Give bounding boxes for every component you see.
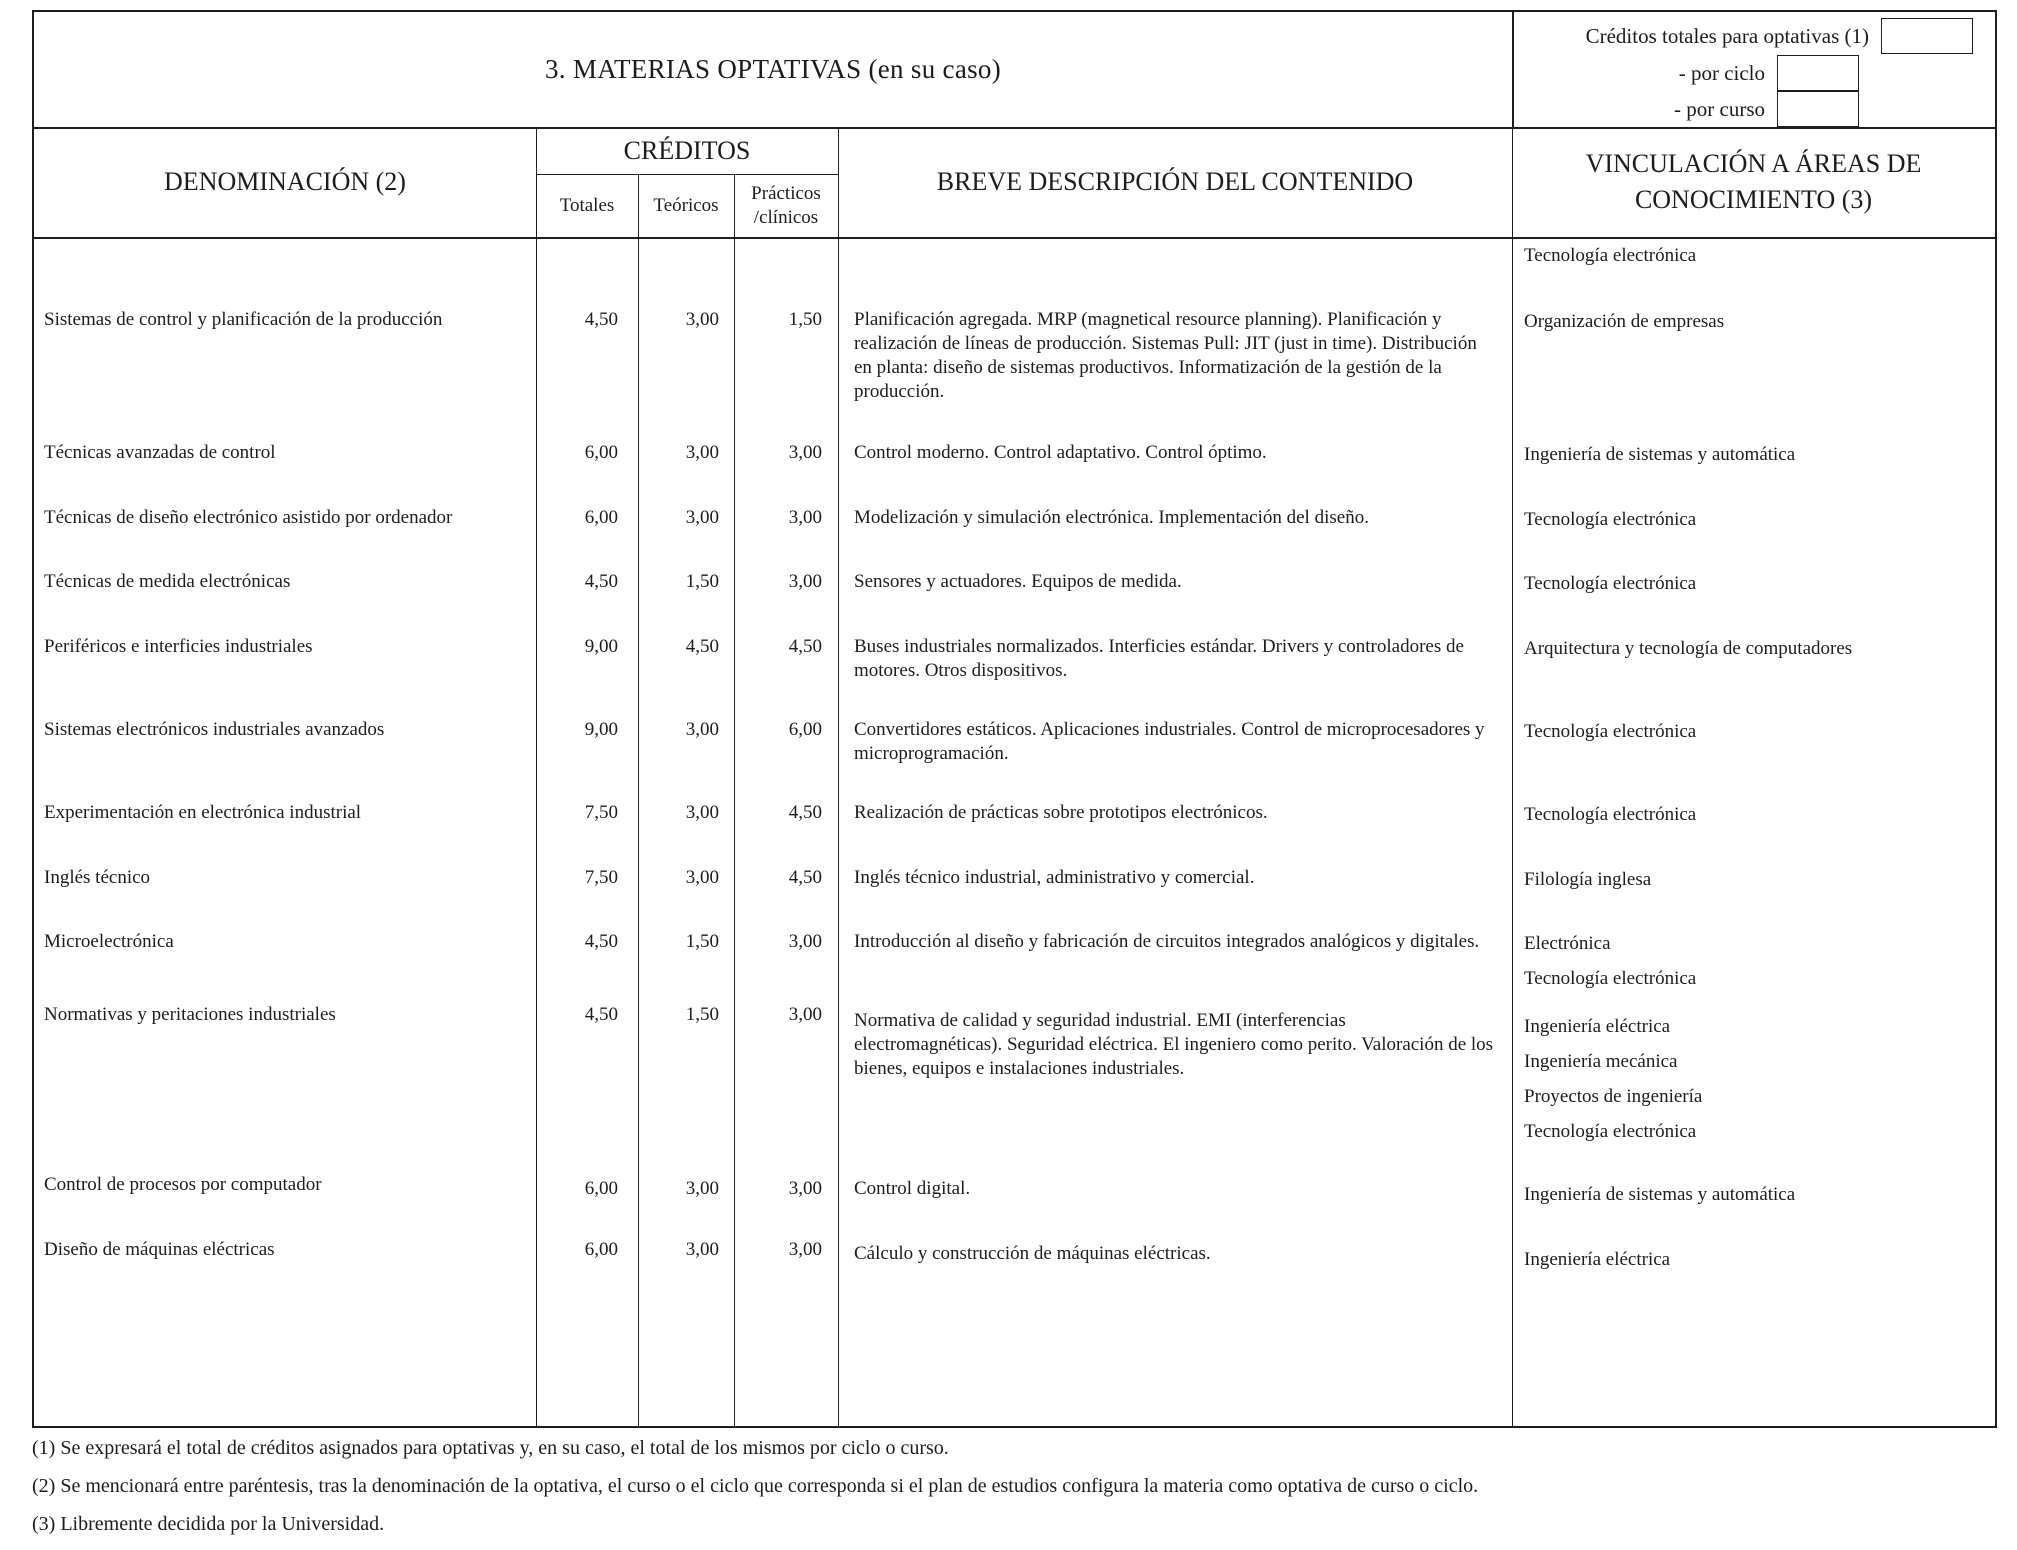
credits-theory: 3,00: [685, 309, 719, 330]
credits-practice: 1,50: [788, 309, 822, 330]
subject-description: Modelización y simulación electrónica. Implementación del diseño.: [854, 507, 1369, 528]
subject-name: Sistemas de control y planificación de la producción: [44, 309, 443, 330]
credits-total: 9,00: [584, 636, 618, 657]
credit-summary: [1512, 12, 1997, 127]
area-name: Tecnología electrónica: [1524, 1121, 1697, 1142]
area-cell: [1524, 244, 1984, 279]
total-credits-row: [1586, 18, 1973, 54]
area-name: Tecnología electrónica: [1524, 245, 1697, 266]
area-cell: [1524, 932, 1984, 1002]
footnote-2: (2) Se mencionará entre paréntesis, tras la denominación de la optativa, el curso o el ciclo que corresponda si el plan de estudios configura la materia como optativa de curso o ciclo.: [32, 1475, 1479, 1497]
area-name: Tecnología electrónica: [1524, 968, 1697, 989]
area-name: Filología inglesa: [1524, 869, 1652, 890]
area-cell: [1524, 637, 1984, 672]
credits-total: 7,50: [584, 867, 618, 888]
area-name: Arquitectura y tecnología de computadores: [1524, 638, 1853, 659]
header-teoricos: Teóricos: [653, 195, 719, 216]
credits-practice: 3,00: [788, 1004, 822, 1025]
column-divider: [1512, 127, 1513, 1426]
subject-description: Sensores y actuadores. Equipos de medida.: [854, 571, 1182, 592]
subject-name: Periféricos e interficies industriales: [44, 636, 313, 657]
credits-theory: 3,00: [685, 867, 719, 888]
subject-name: Sistemas electrónicos industriales avanzados: [44, 719, 385, 740]
footnote-3: (3) Libremente decidida por la Universidad.: [32, 1513, 385, 1535]
header-practicos: Prácticos /clínicos: [751, 183, 821, 228]
top-band: [34, 12, 1995, 129]
area-cell: [1524, 1015, 1984, 1155]
subject-description: Cálculo y construcción de máquinas eléctricas.: [854, 1243, 1211, 1264]
area-name: Ingeniería de sistemas y automática: [1524, 444, 1796, 465]
area-name: Ingeniería mecánica: [1524, 1051, 1678, 1072]
credits-theory: 1,50: [685, 1004, 719, 1025]
credits-total: 4,50: [584, 1004, 618, 1025]
credits-practice: 3,00: [788, 442, 822, 463]
subject-description: Introducción al diseño y fabricación de circuitos integrados analógicos y digitales.: [854, 931, 1480, 952]
area-name: Proyectos de ingeniería: [1524, 1086, 1703, 1107]
area-name: Electrónica: [1524, 933, 1611, 954]
subject-name: Microelectrónica: [44, 931, 174, 952]
credits-practice: 4,50: [788, 867, 822, 888]
area-name: Tecnología electrónica: [1524, 509, 1697, 530]
subject-name: Técnicas de medida electrónicas: [44, 571, 291, 592]
subject-description: Inglés técnico industrial, administrativo y comercial.: [854, 867, 1255, 888]
per-course-box[interactable]: [1777, 91, 1859, 127]
subject-description: Planificación agregada. MRP (magnetical resource planning). Planificación y realización de líneas de producción. Sistemas Pull: JIT (just in time). Distribución en planta: diseño de sistemas productivos. Informatización de la gestión de la producción.: [854, 309, 1477, 402]
credits-theory: 4,50: [685, 636, 719, 657]
total-credits-label: Créditos totales para optativas (1): [1585, 23, 1869, 48]
footnote-1: (1) Se expresará el total de créditos asignados para optativas y, en su caso, el total de los mismos por ciclo o curso.: [32, 1437, 949, 1459]
credits-theory: 3,00: [685, 719, 719, 740]
per-course-row: [1674, 91, 1859, 127]
credits-practice: 3,00: [788, 931, 822, 952]
area-cell: [1524, 868, 1984, 903]
area-cell: [1524, 1248, 1984, 1283]
area-name: Organización de empresas: [1524, 311, 1725, 332]
footnotes: [32, 1436, 1992, 1550]
column-headers: [34, 127, 1995, 239]
subject-description: Buses industriales normalizados. Interficies estándar. Drivers y controladores de motores. Otros dispositivos.: [854, 636, 1464, 681]
credits-total: 6,00: [584, 507, 618, 528]
per-cycle-label: - por ciclo: [1678, 60, 1765, 85]
per-cycle-row: [1679, 55, 1859, 91]
credits-total: 6,00: [584, 442, 618, 463]
header-descripcion: BREVE DESCRIPCIÓN DEL CONTENIDO: [936, 167, 1414, 196]
subject-description: Normativa de calidad y seguridad industrial. EMI (interferencias electromagnéticas). Seguridad eléctrica. El ingeniero como perito. Valoración de los bienes, equipos e instalaciones industriales.: [854, 1010, 1494, 1079]
credits-theory: 1,50: [685, 931, 719, 952]
area-name: Ingeniería eléctrica: [1524, 1249, 1671, 1270]
credits-practice: 4,50: [788, 636, 822, 657]
column-divider: [838, 127, 839, 1426]
area-cell: [1524, 720, 1984, 755]
credits-total: 7,50: [584, 802, 618, 823]
area-name: Tecnología electrónica: [1524, 804, 1697, 825]
per-course-label: - por curso: [1674, 96, 1765, 121]
credits-total: 9,00: [584, 719, 618, 740]
credits-theory: 1,50: [685, 571, 719, 592]
subject-name: Experimentación en electrónica industrial: [44, 802, 362, 823]
header-vinculacion: VINCULACIÓN A ÁREAS DE CONOCIMIENTO (3): [1585, 149, 1922, 214]
credits-theory: 3,00: [685, 1239, 719, 1260]
credits-total: 6,00: [584, 1239, 618, 1260]
area-cell: [1524, 310, 1984, 345]
header-totales: Totales: [559, 195, 615, 216]
credits-total: 6,00: [584, 1178, 618, 1199]
credits-theory: 3,00: [685, 442, 719, 463]
subject-name: Inglés técnico: [44, 867, 151, 888]
credits-total: 4,50: [584, 571, 618, 592]
subject-description: Convertidores estáticos. Aplicaciones industriales. Control de microprocesadores y microprogramación.: [854, 719, 1485, 764]
subject-name: Diseño de máquinas eléctricas: [44, 1239, 275, 1260]
credits-total: 4,50: [584, 309, 618, 330]
credits-practice: 3,00: [788, 571, 822, 592]
credits-theory: 3,00: [685, 1178, 719, 1199]
area-name: Tecnología electrónica: [1524, 721, 1697, 742]
total-credits-box[interactable]: [1881, 18, 1973, 54]
section-title: 3. MATERIAS OPTATIVAS (en su caso): [544, 54, 1002, 84]
header-denominacion: DENOMINACIÓN (2): [164, 167, 406, 196]
subject-name: Técnicas de diseño electrónico asistido por ordenador: [44, 507, 453, 528]
optativas-form: [32, 10, 1997, 1428]
credits-practice: 4,50: [788, 802, 822, 823]
subject-description: Realización de prácticas sobre prototipos electrónicos.: [854, 802, 1268, 823]
subject-description: Control digital.: [854, 1178, 971, 1199]
per-cycle-box[interactable]: [1777, 55, 1859, 91]
subject-name: Normativas y peritaciones industriales: [44, 1004, 336, 1025]
area-name: Tecnología electrónica: [1524, 573, 1697, 594]
area-cell: [1524, 1183, 1984, 1218]
area-cell: [1524, 803, 1984, 838]
area-cell: [1524, 508, 1984, 543]
area-cell: [1524, 443, 1984, 478]
credits-total: 4,50: [584, 931, 618, 952]
subject-name: Control de procesos por computador: [44, 1174, 322, 1195]
subject-description: Control moderno. Control adaptativo. Control óptimo.: [854, 442, 1267, 463]
credits-practice: 6,00: [788, 719, 822, 740]
credits-theory: 3,00: [685, 802, 719, 823]
credits-theory: 3,00: [685, 507, 719, 528]
area-name: Ingeniería eléctrica: [1524, 1016, 1671, 1037]
area-cell: [1524, 572, 1984, 607]
header-creditos: CRÉDITOS: [536, 127, 838, 175]
credits-practice: 3,00: [788, 1239, 822, 1260]
area-name: Ingeniería de sistemas y automática: [1524, 1184, 1796, 1205]
credits-practice: 3,00: [788, 507, 822, 528]
subject-name: Técnicas avanzadas de control: [44, 442, 276, 463]
credits-practice: 3,00: [788, 1178, 822, 1199]
